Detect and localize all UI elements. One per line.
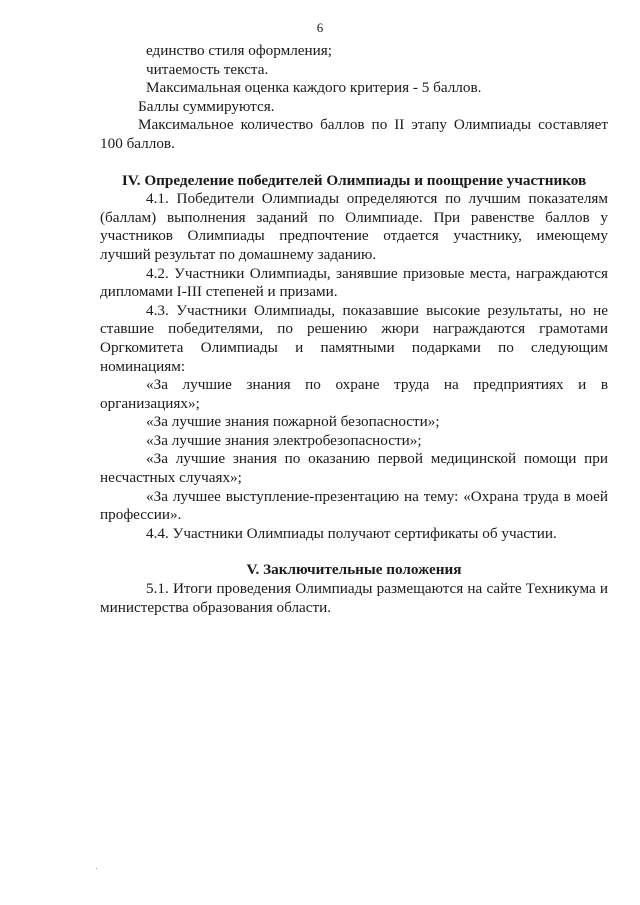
max-total-score: Максимальное количество баллов по II этапу Олимпиады составляет 100 баллов. [100, 116, 608, 152]
paragraph-5-1: 5.1. Итоги проведения Олимпиады размещаются на сайте Техникума и министерства образования области. [100, 580, 608, 616]
page-number: 6 [316, 20, 324, 35]
nomination-fire-safety: «За лучшие знания пожарной безопасности»; [146, 413, 440, 431]
section-5-heading: V. Заключительные положения [246, 561, 462, 579]
paragraph-4-3: 4.3. Участники Олимпиады, показавшие высокие результаты, но не ставшие победителями, по решению жюри награждаются грамотами Оргкомитета Олимпиады и памятными подарками по следующим номинациям: [100, 301, 608, 375]
paragraph-4-4: 4.4. Участники Олимпиады получают сертификаты об участии. [146, 524, 557, 542]
paragraph-4-1: 4.1. Победители Олимпиады определяются по лучшим показателям (баллам) выполнения заданий по Олимпиаде. При равенстве баллов у участников Олимпиады предпочтение отдается участнику, имеющему лучший результат по домашнему заданию. [100, 190, 608, 263]
nomination-first-aid: «За лучшие знания по оказанию первой медицинской помощи при несчастных случаях»; [100, 450, 608, 487]
nomination-presentation: «За лучшее выступление-презентацию на тему: «Охрана труда в моей профессии». [100, 487, 608, 524]
nomination-labor-protection: «За лучшие знания по охране труда на предприятиях и в организациях»; [100, 376, 608, 412]
criteria-max-score: Максимальная оценка каждого критерия - 5 баллов. [146, 79, 482, 97]
criteria-line-readability: читаемость текста. [146, 60, 269, 78]
section-4-heading: IV. Определение победителей Олимпиады и поощрение участников [121, 171, 587, 189]
page-content [100, 42, 608, 617]
paragraph-4-2: 4.2. Участники Олимпиады, занявшие призовые места, награждаются дипломами I-III степеней и призами. [100, 264, 608, 301]
criteria-line-style: единство стиля оформления; [146, 42, 333, 59]
scores-summed: Баллы суммируются. [138, 97, 275, 115]
scan-speck [96, 868, 97, 869]
nomination-electrical-safety: «За лучшие знания электробезопасности»; [146, 431, 422, 449]
